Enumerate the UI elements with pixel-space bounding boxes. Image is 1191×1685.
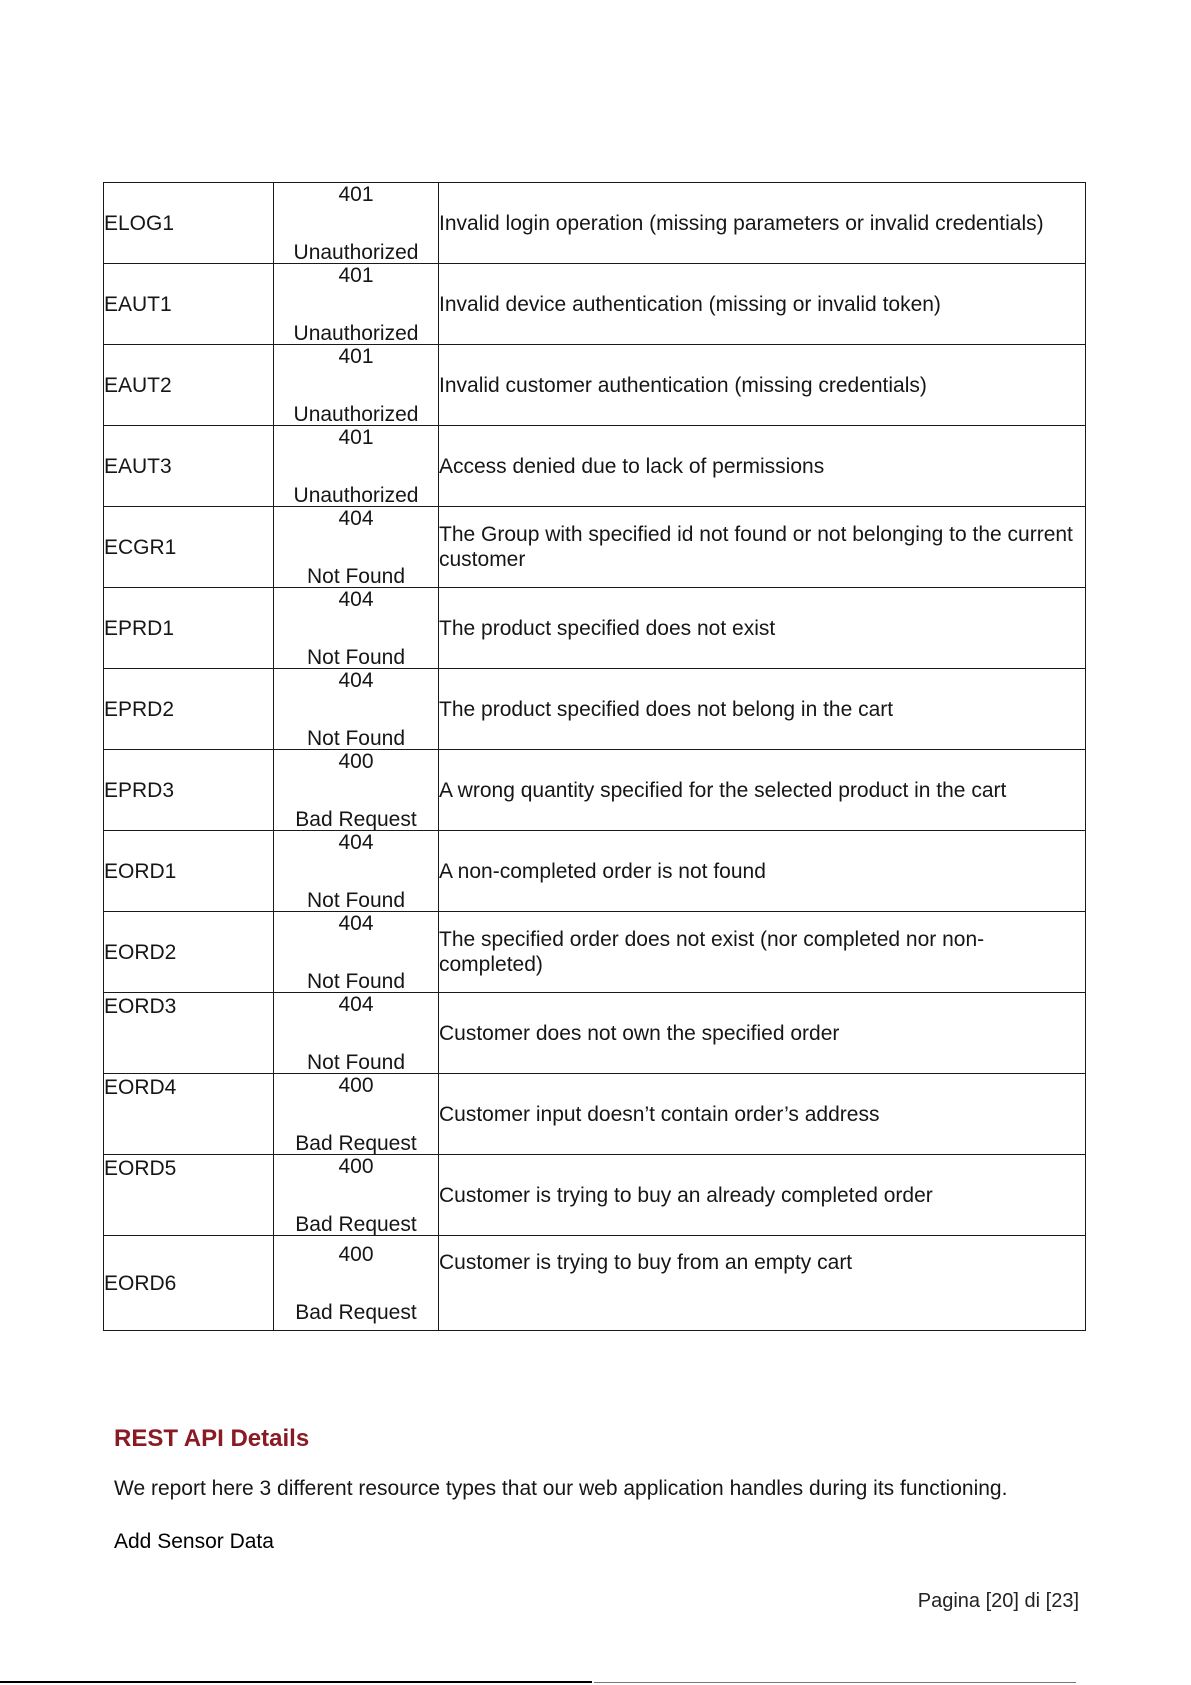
- http-status-text: Bad Request: [295, 1213, 417, 1236]
- http-status-cell: [274, 831, 439, 912]
- http-status-text: Bad Request: [295, 1301, 417, 1324]
- error-description-cell: Customer input doesn’t contain order’s address: [439, 1074, 1086, 1155]
- http-status-code: 404: [338, 588, 374, 611]
- section-intro-paragraph: We report here 3 different resource types that our web application handles during its functioning.: [114, 1477, 1008, 1500]
- http-status-text: Not Found: [306, 1051, 406, 1074]
- error-code-cell: EORD4: [104, 1074, 274, 1155]
- http-status-text: Unauthorized: [293, 484, 419, 507]
- http-status-cell: [274, 669, 439, 750]
- http-status-text: Not Found: [306, 727, 406, 750]
- error-codes-table-body: [104, 183, 1086, 1331]
- error-code-cell: EORD3: [104, 993, 274, 1074]
- section-title-rest-api: REST API Details: [114, 1425, 310, 1452]
- http-status-text: Unauthorized: [293, 322, 419, 345]
- table-row: [104, 669, 1086, 750]
- table-row: [104, 1074, 1086, 1155]
- error-codes-table: [103, 182, 1086, 1331]
- page-number-footer: Pagina [20] di [23]: [917, 1590, 1079, 1612]
- subsection-heading: Add Sensor Data: [114, 1530, 274, 1553]
- error-description-cell: Customer does not own the specified order: [439, 993, 1086, 1074]
- http-status-cell: [274, 345, 439, 426]
- error-code-cell: EAUT2: [104, 345, 274, 426]
- error-description-cell: Access denied due to lack of permissions: [439, 426, 1086, 507]
- table-row: [104, 588, 1086, 669]
- error-code-cell: EPRD2: [104, 669, 274, 750]
- error-code-cell: EORD1: [104, 831, 274, 912]
- http-status-code: 404: [338, 912, 374, 935]
- table-row: [104, 507, 1086, 588]
- http-status-cell: [274, 1236, 439, 1331]
- error-description-cell: Customer is trying to buy an already completed order: [439, 1155, 1086, 1236]
- error-code-cell: EPRD3: [104, 750, 274, 831]
- http-status-text: Not Found: [306, 565, 406, 588]
- table-row: [104, 264, 1086, 345]
- error-description-cell: Invalid device authentication (missing or invalid token): [439, 264, 1086, 345]
- error-code-cell: EPRD1: [104, 588, 274, 669]
- http-status-text: Unauthorized: [293, 241, 419, 264]
- table-row: [104, 993, 1086, 1074]
- error-description-cell: The specified order does not exist (nor completed nor non-completed): [439, 912, 1086, 993]
- error-description-cell: The Group with specified id not found or not belonging to the current customer: [439, 507, 1086, 588]
- http-status-text: Bad Request: [295, 1132, 417, 1155]
- table-row: [104, 183, 1086, 264]
- table-row: [104, 426, 1086, 507]
- table-row: [104, 750, 1086, 831]
- error-description-cell: The product specified does not exist: [439, 588, 1086, 669]
- http-status-code: 400: [338, 1155, 374, 1178]
- http-status-code: 404: [338, 507, 374, 530]
- page-bottom-divider-secondary: [594, 1682, 1076, 1683]
- http-status-cell: [274, 750, 439, 831]
- error-code-cell: EORD2: [104, 912, 274, 993]
- page-bottom-divider: [0, 1681, 592, 1683]
- http-status-code: 400: [338, 1243, 374, 1266]
- http-status-code: 404: [338, 831, 374, 854]
- table-row: [104, 912, 1086, 993]
- http-status-text: Not Found: [306, 646, 406, 669]
- http-status-text: Unauthorized: [293, 403, 419, 426]
- error-description-cell: A wrong quantity specified for the selected product in the cart: [439, 750, 1086, 831]
- http-status-cell: [274, 426, 439, 507]
- http-status-text: Not Found: [306, 970, 406, 993]
- http-status-cell: [274, 588, 439, 669]
- http-status-code: 401: [338, 426, 374, 449]
- http-status-cell: [274, 183, 439, 264]
- table-row: [104, 831, 1086, 912]
- http-status-cell: [274, 1074, 439, 1155]
- error-description-cell: A non-completed order is not found: [439, 831, 1086, 912]
- http-status-code: 401: [338, 345, 374, 368]
- error-code-cell: ELOG1: [104, 183, 274, 264]
- table-row: [104, 1236, 1086, 1331]
- http-status-code: 404: [338, 993, 374, 1016]
- http-status-cell: [274, 1155, 439, 1236]
- http-status-code: 400: [338, 750, 374, 773]
- http-status-code: 404: [338, 669, 374, 692]
- http-status-cell: [274, 912, 439, 993]
- http-status-text: Not Found: [306, 889, 406, 912]
- error-code-cell: ECGR1: [104, 507, 274, 588]
- table-row: [104, 1155, 1086, 1236]
- error-code-cell: EAUT3: [104, 426, 274, 507]
- http-status-cell: [274, 264, 439, 345]
- error-description-cell: Invalid login operation (missing parameters or invalid credentials): [439, 183, 1086, 264]
- error-code-cell: EORD5: [104, 1155, 274, 1236]
- http-status-text: Bad Request: [295, 808, 417, 831]
- error-code-cell: EORD6: [104, 1236, 274, 1331]
- http-status-code: 400: [338, 1074, 374, 1097]
- http-status-cell: [274, 507, 439, 588]
- http-status-cell: [274, 993, 439, 1074]
- error-description-cell: The product specified does not belong in the cart: [439, 669, 1086, 750]
- error-description-cell: Invalid customer authentication (missing credentials): [439, 345, 1086, 426]
- http-status-code: 401: [338, 183, 374, 206]
- table-row: [104, 345, 1086, 426]
- http-status-code: 401: [338, 264, 374, 287]
- error-description-cell: Customer is trying to buy from an empty cart: [439, 1236, 1086, 1331]
- error-code-cell: EAUT1: [104, 264, 274, 345]
